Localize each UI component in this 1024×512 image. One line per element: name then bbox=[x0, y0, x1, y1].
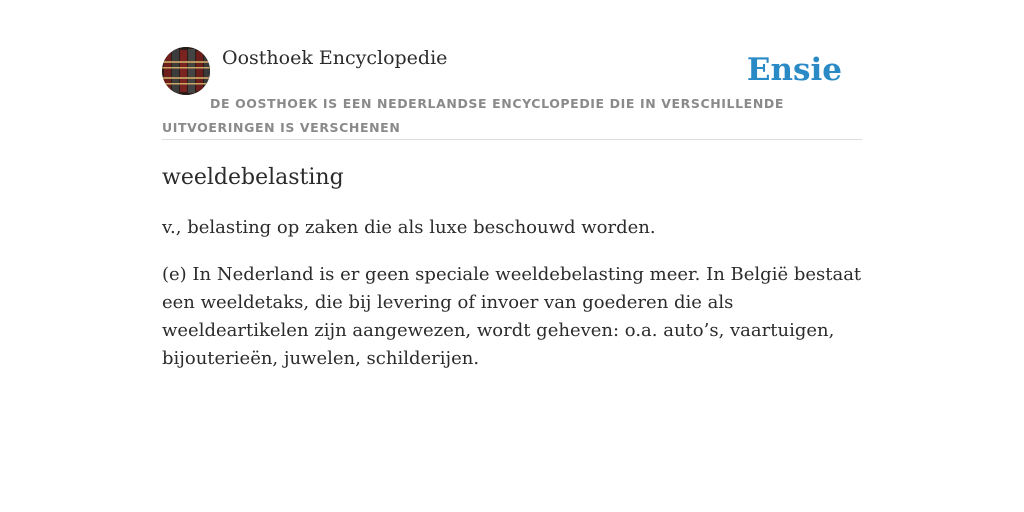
article-content bbox=[162, 162, 862, 392]
encyclopedia-books-icon[interactable] bbox=[162, 47, 210, 95]
brand-logo-link[interactable]: Ensie bbox=[746, 52, 842, 88]
article-paragraph-details: (e) In Nederland is er geen speciale weeldebelasting meer. In België bestaat een weeldetaks, die bij levering of invoer van goederen die als weeldeartikelen zijn aangewezen, wordt geheven: o.a. auto’s, vaartuigen, bijouterieën, juwelen, schilderijen. bbox=[162, 264, 862, 369]
article-title: weeldebelasting bbox=[162, 165, 344, 190]
site-tagline: DE OOSTHOEK IS EEN NEDERLANDSE ENCYCLOPEDIE DIE IN VERSCHILLENDE UITVOERINGEN IS VERSCHENEN bbox=[162, 96, 784, 135]
article-paragraph-definition: v., belasting op zaken die als luxe beschouwd worden. bbox=[162, 217, 656, 238]
site-name-link[interactable]: Oosthoek Encyclopedie bbox=[222, 47, 448, 69]
site-header bbox=[162, 46, 862, 140]
